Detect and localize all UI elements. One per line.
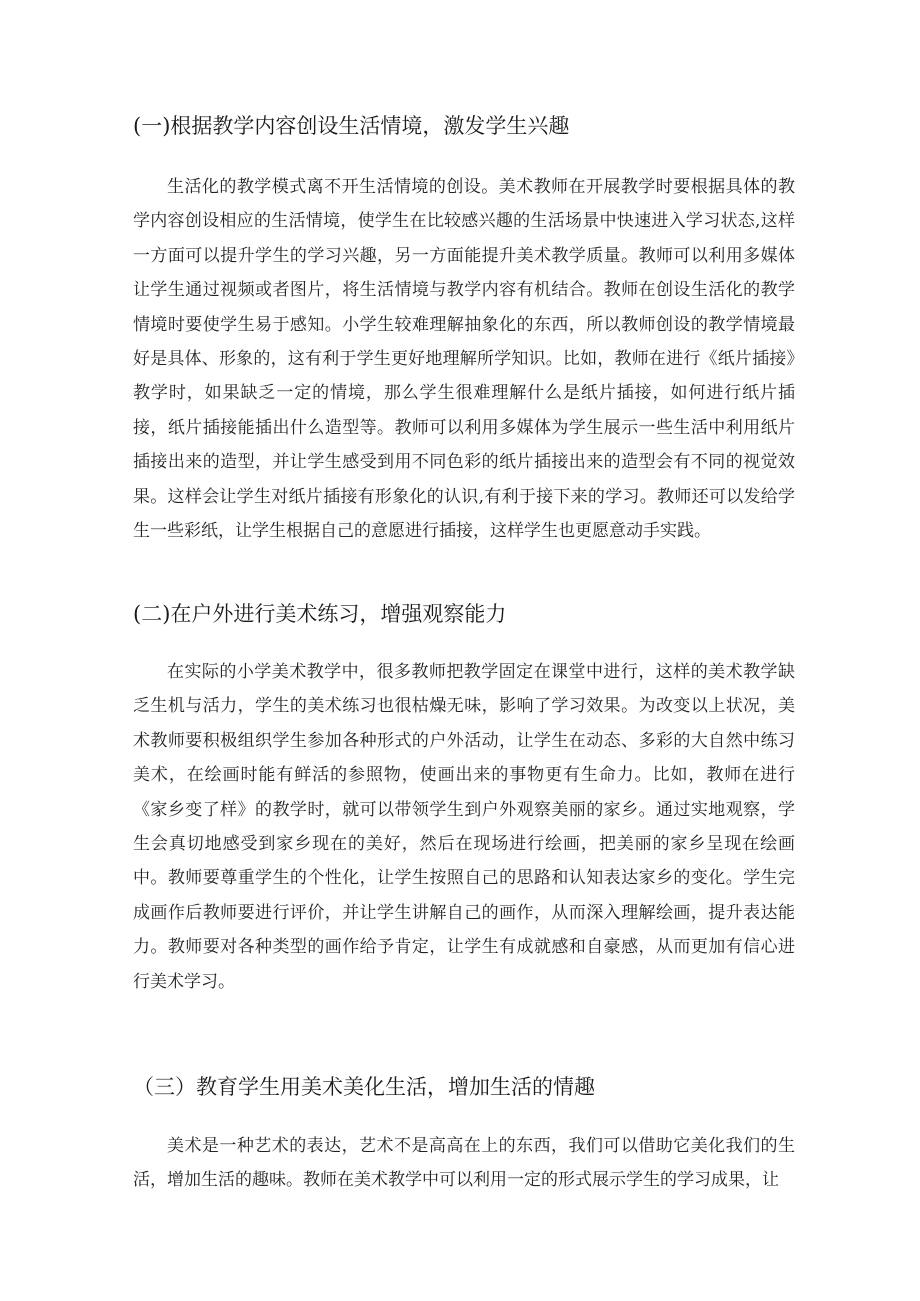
- section-paragraph-1: 生活化的教学模式离不开生活情境的创设。美术教师在开展教学时要根据具体的教学内容创设相应的生活情境，使学生在比较感兴趣的生活场景中快速进入学习状态,这样一方面可以提升学生的学习兴趣，另一方面能提升美术教学质量。教师可以利用多媒体让学生通过视频或者图片，将生活情境与教学内容有机结合。教师在创设生活化的教学情境时要使学生易于感知。小学生较难理解抽象化的东西，所以教师创设的教学情境最好是具体、形象的，这有利于学生更好地理解所学知识。比如，教师在进行《纸片插接》教学时，如果缺乏一定的情境，那么学生很难理解什么是纸片插接，如何进行纸片插接，纸片插接能插出什么造型等。教师可以利用多媒体为学生展示一些生活中利用纸片插接出来的造型，并让学生感受到用不同色彩的纸片插接出来的造型会有不同的视觉效果。这样会让学生对纸片插接有形象化的认识,有利于接下来的学习。教师还可以发给学生一些彩纸，让学生根据自己的意愿进行插接，这样学生也更愿意动手实践。: [133, 177, 795, 542]
- section-heading-1: (一)根据教学内容创设生活情境，激发学生兴趣: [133, 114, 570, 138]
- section-heading-2: (二)在户外进行美术练习，增强观察能力: [133, 602, 507, 626]
- section-heading-3: （三）教育学生用美术美化生活，增加生活的情趣: [133, 1075, 595, 1099]
- section-paragraph-2: 在实际的小学美术教学中，很多教师把教学固定在课堂中进行，这样的美术教学缺乏生机与活力，学生的美术练习也很枯燥无味，影响了学习效果。为改变以上状况，美术教师要积极组织学生参加各种形式的户外活动，让学生在动态、多彩的大自然中练习美术，在绘画时能有鲜活的参照物，使画出来的事物更有生命力。比如，教师在进行《家乡变了样》的教学时，就可以带领学生到户外观察美丽的家乡。通过实地观察，学生会真切地感受到家乡现在的美好，然后在现场进行绘画，把美丽的家乡呈现在绘画中。教师要尊重学生的个性化，让学生按照自己的思路和认知表达家乡的变化。学生完成画作后教师要进行评价，并让学生讲解自己的画作，从而深入理解绘画，提升表达能力。教师要对各种类型的画作给予肯定，让学生有成就感和自豪感，从而更加有信心进行美术学习。: [133, 662, 795, 992]
- section-paragraph-3: 美术是一种艺术的表达，艺术不是高高在上的东西，我们可以借助它美化我们的生活，增加生活的趣味。教师在美术教学中可以利用一定的形式展示学生的学习成果，让: [133, 1136, 795, 1191]
